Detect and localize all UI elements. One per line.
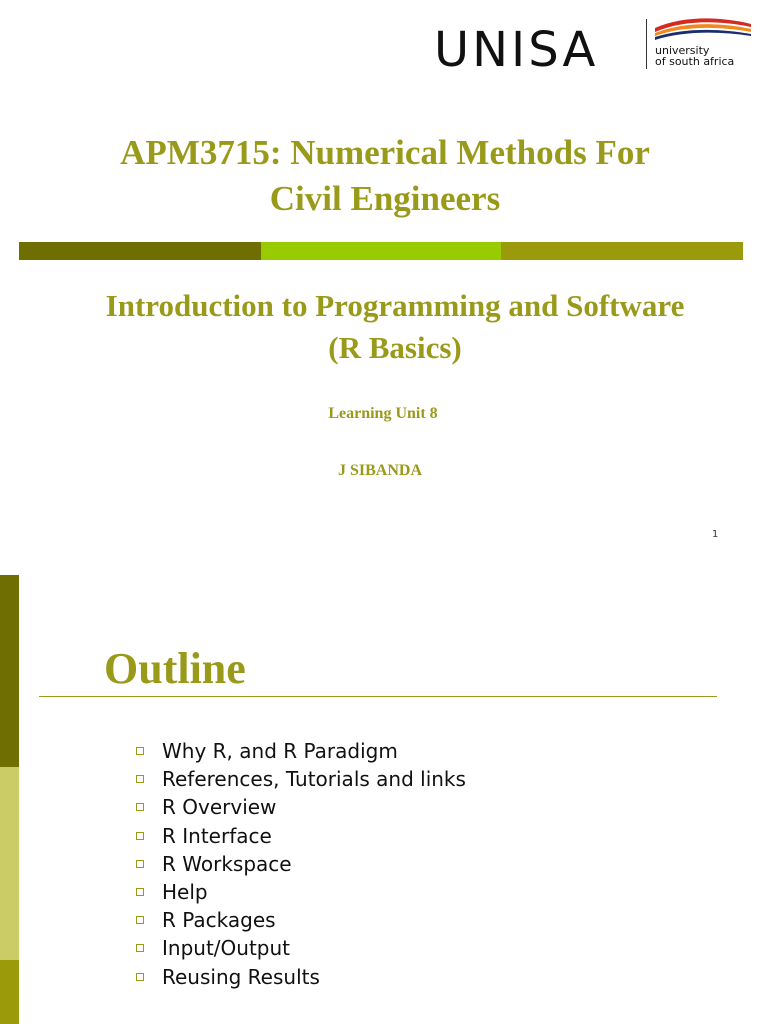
outline-slide (0, 575, 768, 1024)
outline-list (136, 737, 466, 991)
list-item-label: R Packages (162, 908, 276, 933)
author-name: J SIBANDA (337, 462, 422, 479)
list-item (136, 934, 466, 962)
list-item (136, 737, 466, 765)
list-item-label: R Workspace (162, 851, 292, 876)
list-item-label: Help (162, 879, 208, 904)
logo-wordmark: UNISA (434, 22, 599, 78)
side-bar-light (0, 767, 19, 960)
list-item-label: R Interface (162, 823, 272, 848)
title-underline (39, 696, 717, 697)
logo-flag-icon (653, 14, 753, 42)
logo-divider (646, 19, 647, 69)
list-item (136, 793, 466, 821)
divider-bar-olive (501, 242, 743, 260)
square-bullet-icon (136, 916, 144, 924)
logo-subtitle-line2: of south africa (655, 55, 735, 68)
divider-bar-dark (19, 242, 261, 260)
divider-bar-lime (261, 242, 501, 260)
list-item (136, 878, 466, 906)
course-title-line1: APM3715: Numerical Methods For (120, 133, 650, 172)
lecture-subtitle (30, 285, 760, 369)
learning-unit: Learning Unit 8 (328, 405, 438, 422)
side-bar-olive (0, 960, 19, 1024)
list-item (136, 963, 466, 991)
side-bar-dark (0, 575, 19, 767)
list-item (136, 822, 466, 850)
list-item-label: R Overview (162, 795, 277, 820)
square-bullet-icon (136, 803, 144, 811)
list-item-label: Reusing Results (162, 964, 320, 989)
logo-subtitle-line1: university (655, 44, 710, 57)
list-item (136, 850, 466, 878)
list-item-label: Input/Output (162, 936, 290, 961)
lecture-subtitle-line2: (R Basics) (328, 330, 462, 365)
list-item-label: Why R, and R Paradigm (162, 739, 398, 763)
outline-title: Outline (104, 644, 246, 693)
slide-number: 1 (712, 529, 719, 540)
square-bullet-icon (136, 944, 144, 952)
square-bullet-icon (136, 888, 144, 896)
lecture-subtitle-line1: Introduction to Programming and Software (105, 288, 685, 323)
square-bullet-icon (136, 775, 144, 783)
square-bullet-icon (136, 832, 144, 840)
square-bullet-icon (136, 860, 144, 868)
list-item (136, 906, 466, 934)
logo-subtitle (655, 45, 734, 67)
course-title (40, 130, 730, 222)
course-title-line2: Civil Engineers (269, 179, 501, 218)
list-item-label: References, Tutorials and links (162, 767, 466, 792)
square-bullet-icon (136, 973, 144, 981)
square-bullet-icon (136, 747, 144, 755)
list-item (136, 765, 466, 793)
